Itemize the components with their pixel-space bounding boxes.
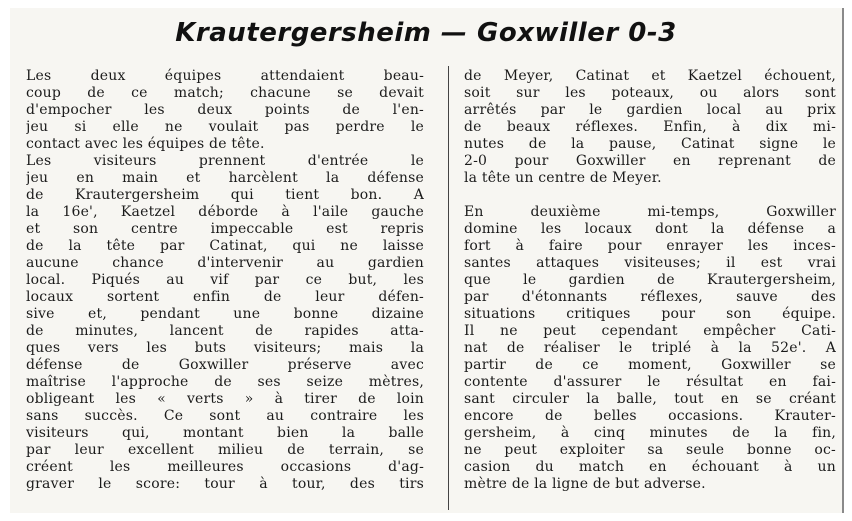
text-line: de la tête par Catinat, qui ne laisse — [26, 238, 424, 254]
text-line: la 16e', Kaetzel déborde à l'aile gauche — [26, 204, 424, 220]
text-line: sant circuler la balle, tout en se créant — [464, 391, 836, 407]
article-headline: Krautergersheim — Goxwiller 0-3 — [175, 18, 677, 48]
text-line: situations critiques pour son équipe. — [464, 306, 836, 322]
text-line: jeu en main et harcèlent la défense — [26, 170, 424, 186]
text-line: nutes de la pause, Catinat signe le — [464, 136, 836, 152]
text-line: contact avec les équipes de tête. — [26, 136, 265, 152]
newspaper-clipping — [10, 8, 844, 513]
text-line: local. Piqués au vif par ce but, les — [26, 272, 424, 288]
text-line: partir de ce moment, Goxwiller se — [464, 357, 836, 373]
text-line: nat de réaliser le triplé à la 52e'. A — [464, 340, 836, 356]
text-line: santes attaques visiteuses; il est vrai — [464, 255, 836, 271]
text-line: que le gardien de Krautergersheim, — [464, 272, 836, 288]
text-line: de Krautergersheim qui tient bon. A — [26, 187, 424, 203]
left-column — [26, 68, 424, 493]
text-line: 2-0 pour Goxwiller en reprenant de — [464, 153, 836, 169]
text-line: soit sur les poteaux, ou alors sont — [464, 85, 836, 101]
text-line: maîtrise l'approche de ses seize mètres, — [26, 374, 424, 390]
text-line: locaux sortent enfin de leur défen- — [26, 289, 424, 305]
text-line: par d'étonnants réflexes, sauve des — [464, 289, 836, 305]
text-line: ques vers les buts visiteurs; mais la — [26, 340, 424, 356]
text-line: fort à faire pour enrayer les inces- — [464, 238, 836, 254]
text-line: Il ne peut cependant empêcher Cati- — [464, 323, 836, 339]
text-line: de beaux réflexes. Enfin, à dix mi- — [464, 119, 836, 135]
text-line: créent les meilleures occasions d'ag- — [26, 459, 424, 475]
text-line: sans succès. Ce sont au contraire les — [26, 408, 424, 424]
text-line: arrêtés par le gardien local au prix — [464, 102, 836, 118]
text-line: mètre de la ligne de but adverse. — [464, 476, 706, 492]
text-line: coup de ce match; chacune se devait — [26, 85, 424, 101]
text-line: casion du match en échouant à un — [464, 459, 836, 475]
text-line: défense de Goxwiller préserve avec — [26, 357, 424, 373]
text-line: gersheim, à cinq minutes de la fin, — [464, 425, 836, 441]
text-line: jeu si elle ne voulait pas perdre le — [26, 119, 424, 135]
text-line: Les visiteurs prennent d'entrée le — [26, 153, 424, 169]
text-line: et son centre impeccable est repris — [26, 221, 424, 237]
text-line: aucune chance d'intervenir au gardien — [26, 255, 424, 271]
text-line: graver le score: tour à tour, des tirs — [26, 476, 424, 492]
column-divider — [448, 66, 449, 510]
text-line: contente d'assurer le résultat en fai- — [464, 374, 836, 390]
text-line: domine les locaux dont la défense a — [464, 221, 836, 237]
text-line: d'empocher les deux points de l'en- — [26, 102, 424, 118]
text-line: la tête un centre de Meyer. — [464, 170, 662, 186]
text-line: sive et, pendant une bonne dizaine — [26, 306, 424, 322]
text-line: par leur excellent milieu de terrain, se — [26, 442, 424, 458]
text-line: Les deux équipes attendaient beau- — [26, 68, 424, 84]
text-line: encore de belles occasions. Krauter- — [464, 408, 836, 424]
text-line: de Meyer, Catinat et Kaetzel échouent, — [464, 68, 836, 84]
text-line: de minutes, lancent de rapides atta- — [26, 323, 424, 339]
text-line: En deuxième mi-temps, Goxwiller — [464, 204, 836, 220]
text-line: ne peut exploiter sa seule bonne oc- — [464, 442, 836, 458]
text-line: obligeant les « verts » à tirer de loin — [26, 391, 424, 407]
text-line: visiteurs qui, montant bien la balle — [26, 425, 424, 441]
right-column — [464, 68, 836, 493]
paragraph-gap — [464, 187, 836, 204]
